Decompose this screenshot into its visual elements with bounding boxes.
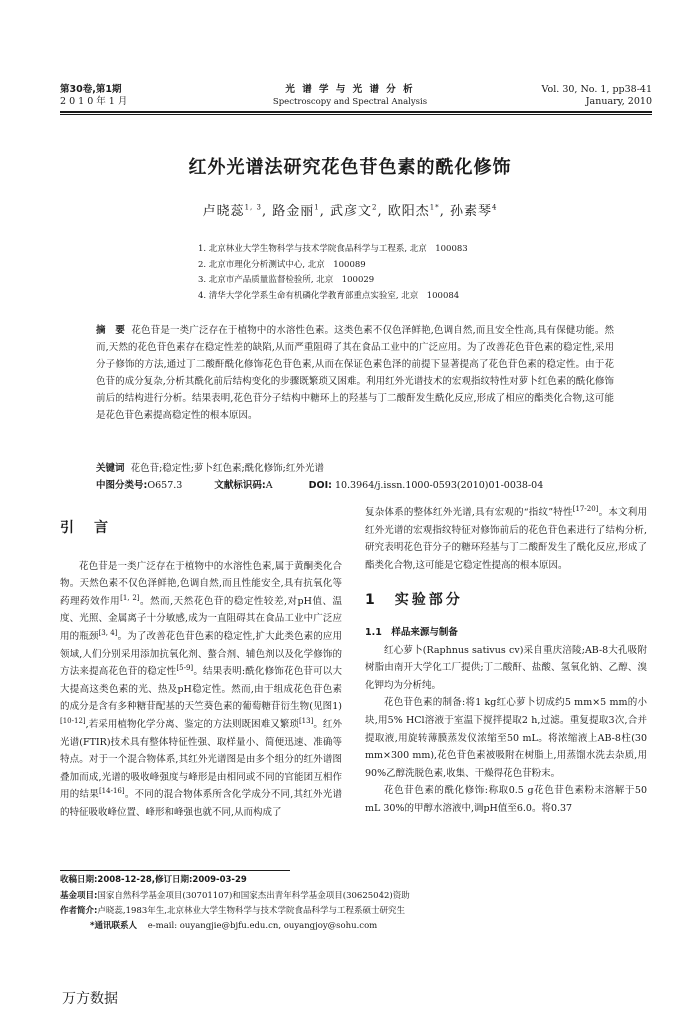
author: 武彦文$^2$ (329, 203, 378, 219)
abstract-text: 花色苷是一类广泛存在于植物中的水溶性色素。这类色素不仅色泽鲜艳,色调自然,而且安全性高,具有保健功能。然而,天然的花色苷色素存在稳定性差的缺陷,从而严重阻碍了其在食品工业中的广泛应用。为了改善花色苷色素的稳定性,采用分子修饰的方法,通过丁二酸酐酰化修饰花色苷色素,从而在保证色素色泽的前提下显著提高了花色苷色素的稳定性。由于花色苷的成分复杂,分析其酰化前后结构变化的步骤既繁琐又困难。利用红外光谱技术的宏观指纹特性对萝卜红色素的酰化修饰前后的结构进行分析。结果表明,花色苷分子结构中糖环上的羟基与丁二酸酐发生酰化反应,形成了相应的酯类化合物,这可能是花色苷色素提高稳定性的根本原因。 (96, 325, 614, 421)
watermark: 万方数据 (62, 991, 118, 1007)
affiliation: 4. 清华大学化学系生命有机磷化学教育部重点实验室, 北京 100084 (198, 291, 460, 301)
volume-pages: Vol. 30, No. 1, pp38-41 January, 2010 (541, 84, 652, 107)
affiliation: 2. 北京市理化分析测试中心, 北京 100089 (198, 260, 366, 270)
author: 欧阳杰$^{1*}$ (387, 203, 440, 219)
right-column (365, 504, 647, 818)
footnote-rule (60, 870, 290, 871)
footnote-author: 作者简介:卢晓蕊,1983年生,北京林业大学生物科学与技术学院食品科学与工程系硕士研究生 (60, 906, 405, 916)
affiliation: 3. 北京市产品质量监督检验所, 北京 100029 (198, 275, 375, 285)
footnote-dates: 收稿日期:2008-12-28,修订日期:2009-03-29 (60, 875, 247, 885)
abstract (96, 322, 614, 424)
footnote-fund: 基金项目:国家自然科学基金项目(30701107)和国家杰出青年科学基金项目(30625042)资助 (60, 891, 410, 901)
footnote-contact: *通讯联系人 e-mail: ouyangjie@bjfu.edu.cn, ouyangjoy@sohu.com (90, 921, 378, 931)
author: 孙素琴$^4$ (449, 203, 498, 219)
paragraph-preparation: 花色苷色素的制备:将1 kg红心萝卜切成约5 mm×5 mm的小块,用5% HCl溶液于室温下搅拌提取2 h,过滤。重复提取3次,合并提取液,用旋转薄膜蒸发仪浓缩至50 mL。将浓缩液上AB-8柱(30 mm×300 mm),花色苷色素被吸附在树脂上,用蒸馏水洗去杂质,用90%乙醇洗脱色素,收集、干燥得花色苷粉末。 (365, 697, 647, 779)
abstract-label: 摘 要 (96, 325, 125, 336)
intro-paragraph: 花色苷是一类广泛存在于植物中的水溶性色素,属于黄酮类化合物。天然色素不仅色泽鲜艳,色调自然,而且性能安全,具有抗氧化等药理药效作用[1, 2]。然而,天然花色苷的稳定性较差,对pH值、温度、光照、金属离子十分敏感,成为一直阻碍其在食品工业中广泛应用的瓶颈[3, 4]。为了改善花色苷色素的稳定性,扩大此类色素的应用领域,人们分别采用添加抗氧化剂、螯合剂、辅色剂以及化学修饰的方法来提高花色苷的稳定性[5-9]。结果表明:酰化修饰花色苷可以大大提高这类色素的光、热及pH稳定性。然而,由于组成花色苷色素的成分是含有多种糖苷配基的天竺葵色素的葡萄糖苷衍生物(见图1)[10-12],若采用植物化学分离、鉴定的方法则既困难又繁琐[13]。红外光谱(FTIR)技术具有整体特征性强、取样量小、简便迅速、准确等特点。对于一个混合物体系,其红外光谱图是由多个组分的红外谱图叠加而成,光谱的吸收峰强度与峰形是由相同或不同的官能团互相作用的结果[14-16]。不同的混合物体系所含化学成分不同,其红外光谱的特征吸收峰位置、峰形和峰强也就不同,从而构成了 (60, 560, 342, 818)
header-rule-thin (60, 114, 652, 115)
subsection-heading: 1.1 样品来源与制备 (365, 626, 458, 638)
classification-line: 中图分类号:O657.3 文献标识码:A DOI: 10.3964/j.issn.1000-0593(2010)01-0038-04 (96, 480, 544, 491)
paragraph-acylation: 花色苷色素的酰化修饰:称取0.5 g花色苷色素粉末溶解于50 mL 30%的甲醇水溶液中,调pH值至6.0。将0.37 (365, 785, 647, 814)
left-column (60, 520, 342, 822)
author: 卢晓蕊$^{1, 3}$ (202, 203, 262, 219)
paper-title: 红外光谱法研究花色苷色素的酰化修饰 (188, 157, 512, 178)
keywords: 关键词 花色苷;稳定性;萝卜红色素;酰化修饰;红外光谱 (96, 463, 324, 474)
paragraph-sources: 红心萝卜(Raphnus sativus cv)采自重庆涪陵;AB-8大孔吸附树脂由南开大学化工厂提供;丁二酸酐、盐酸、氢氧化钠、乙醇、溴化钾均为分析纯。 (365, 644, 647, 691)
intro-continued: 复杂体系的整体红外光谱,具有宏观的“指纹”特性[17-20]。本文利用红外光谱的宏观指纹特征对修饰前后的花色苷色素进行了结构分析,研究表明花色苷分子的糖环羟基与丁二酸酐发生了酰化反应,形成了酯类化合物,这可能是它稳定性提高的根本原因。 (365, 504, 647, 571)
section-heading-experimental: 1 实验部分 (365, 592, 463, 609)
header-rule (60, 111, 652, 113)
section-heading-intro: 引 言 (60, 520, 111, 536)
author: 路金丽$^1$ (272, 203, 320, 219)
author-list: 卢晓蕊$^{1, 3}$, 路金丽$^1$, 武彦文$^2$, 欧阳杰$^{1*}$, 孙素琴$^4$ (202, 203, 498, 219)
affiliation: 1. 北京林业大学生物科学与技术学院食品科学与工程系, 北京 100083 (198, 244, 468, 254)
journal-name: 光 谱 学 与 光 谱 分 析 Spectroscopy and Spectral Analysis (272, 84, 428, 107)
volume-issue: 第30卷,第1期 2 0 1 0 年 1 月 (60, 84, 128, 107)
